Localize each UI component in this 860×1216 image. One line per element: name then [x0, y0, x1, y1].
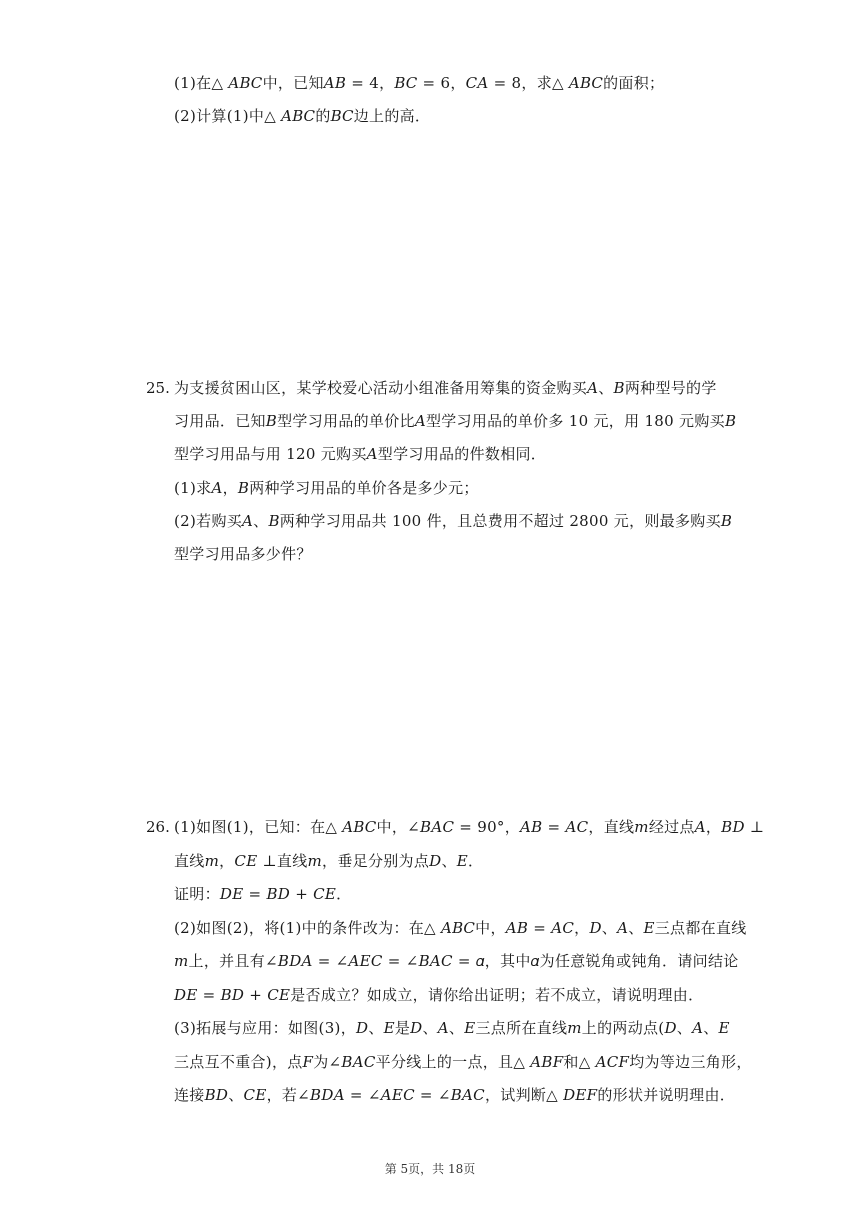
q25-line: 习用品．已知𝐵型学习用品的单价比𝐴型学习用品的单价多 10 元，用 180 元购买𝐵 [174, 412, 737, 430]
q26-line: (3)拓展与应用：如图(3)，𝐷、𝐸是𝐷、𝐴、𝐸三点所在直线𝑚上的两动点(𝐷、𝐴、𝐸 [174, 1019, 730, 1037]
q25-line: 型学习用品与用 120 元购买𝐴型学习用品的件数相同． [174, 445, 547, 463]
q26-line: 三点互不重合)，点𝐹为∠𝐵𝐴𝐶平分线上的一点，且△ 𝐴𝐵𝐹和△ 𝐴𝐶𝐹均为等边三角形， [174, 1053, 752, 1071]
q26-line: 证明：𝐷𝐸 = 𝐵𝐷 + 𝐶𝐸． [174, 885, 352, 903]
q25-line: 为支援贫困山区，某学校爱心活动小组准备用筹集的资金购买𝐴、𝐵两种型号的学 [174, 379, 717, 397]
page-footer: 第 5页，共 18页 [384, 1162, 476, 1176]
q26-line: (1)如图(1)，已知：在△ 𝐴𝐵𝐶中，∠𝐵𝐴𝐶 = 90°，𝐴𝐵 = 𝐴𝐶，直线𝑚经过点𝐴，𝐵𝐷 ⊥ [174, 818, 765, 836]
q24-part2: (2)计算(1)中△ 𝐴𝐵𝐶的𝐵𝐶边上的高． [174, 107, 431, 125]
q26-line: 𝑚上，并且有∠𝐵𝐷𝐴 = ∠𝐴𝐸𝐶 = ∠𝐵𝐴𝐶 = 𝛼，其中𝛼为任意锐角或钝角．请问结论 [174, 952, 739, 970]
q26-line: (2)如图(2)，将(1)中的条件改为：在△ 𝐴𝐵𝐶中，𝐴𝐵 = 𝐴𝐶，𝐷、𝐴、𝐸三点都在直线 [174, 919, 747, 937]
q26-line: 直线𝑚，𝐶𝐸 ⊥直线𝑚，垂足分别为点𝐷、𝐸． [174, 852, 484, 870]
q25-line: 型学习用品多少件？ [174, 545, 312, 563]
q25-line: (2)若购买𝐴、𝐵两种学习用品共 100 件，且总费用不超过 2800 元，则最多购买𝐵 [174, 512, 733, 530]
q26-line: 连接𝐵𝐷、𝐶𝐸，若∠𝐵𝐷𝐴 = ∠𝐴𝐸𝐶 = ∠𝐵𝐴𝐶，试判断△ 𝐷𝐸𝐹的形状并说明理由． [174, 1086, 736, 1104]
q26-line: 𝐷𝐸 = 𝐵𝐷 + 𝐶𝐸是否成立？如成立，请你给出证明；若不成立，请说明理由． [174, 986, 704, 1004]
q24-part1: (1)在△ 𝐴𝐵𝐶中，已知𝐴𝐵 = 4，𝐵𝐶 = 6，𝐶𝐴 = 8，求△ 𝐴𝐵𝐶的面积； [174, 74, 665, 92]
q25-line: (1)求𝐴，𝐵两种学习用品的单价各是多少元； [174, 479, 479, 497]
q25-number: 25. [146, 379, 170, 397]
q26-number: 26. [146, 818, 170, 836]
